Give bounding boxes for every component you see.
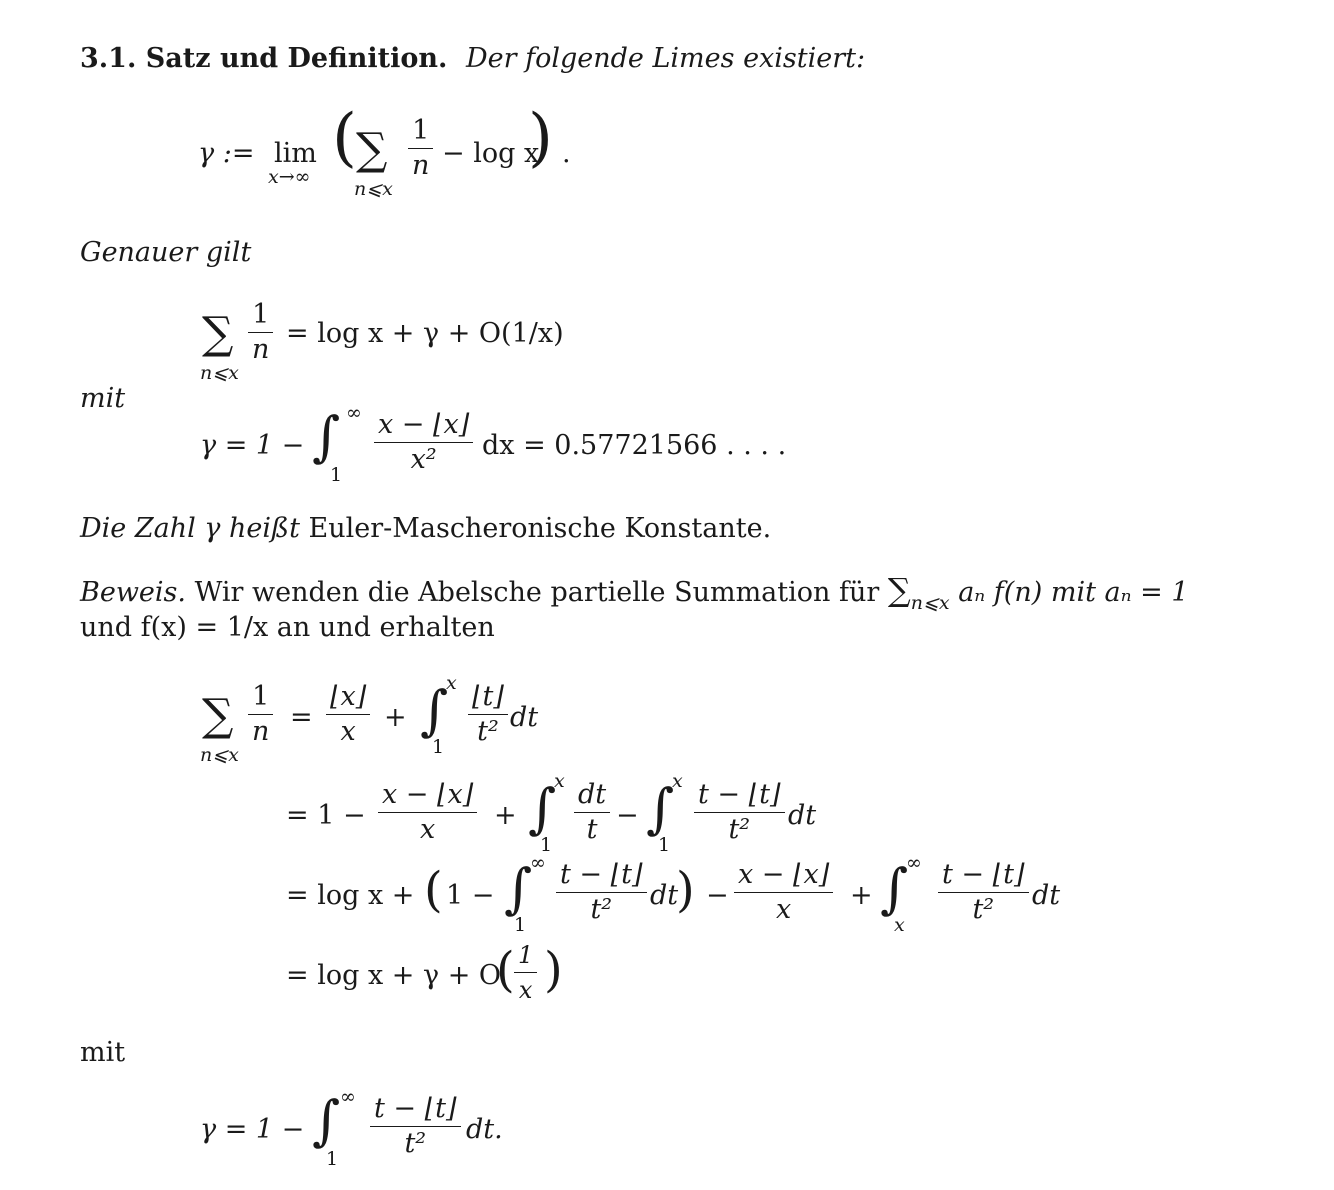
eq5-fraction	[366, 1092, 465, 1161]
row3-f1-den: t²	[590, 894, 613, 925]
row1-fraction-1	[244, 680, 277, 749]
row3-dt-2: dt	[1032, 880, 1061, 911]
row3-start: = log x +	[286, 880, 415, 911]
row4-start: = log x + γ + O	[286, 960, 502, 991]
row2-f3-num: t − ⌊t⌋	[694, 778, 785, 813]
eq3-lhs: γ = 1 −	[200, 430, 305, 461]
row3-fraction-2	[730, 858, 837, 927]
row2-integral-1: ∫	[528, 777, 557, 840]
row1-f3-num: ⌊t⌋	[468, 680, 508, 715]
row3-fraction-1	[552, 858, 651, 927]
eq3-frac-num: x − ⌊x⌋	[374, 408, 473, 443]
row2-fraction-3	[690, 778, 789, 847]
genauer-line: Genauer gilt	[80, 237, 252, 268]
proof-sum-sign: ∑	[887, 571, 911, 609]
eq5-int-upper: ∞	[340, 1086, 356, 1108]
row3-one-minus: 1 −	[446, 880, 495, 911]
row1-fraction-2	[322, 680, 374, 749]
definition-term: Euler-Mascheronische Konstante.	[308, 513, 772, 544]
row4-left-paren: (	[496, 942, 515, 998]
mit-line-2: mit	[80, 1037, 126, 1068]
row3-plus: +	[850, 880, 873, 911]
proof-label: Beweis.	[80, 577, 186, 608]
row1-plus: +	[384, 702, 407, 733]
eq3-fraction	[370, 408, 477, 477]
eq1-left-paren: (	[332, 101, 357, 175]
row1-fraction-3	[464, 680, 512, 749]
eq1-rest: − log x	[442, 138, 540, 169]
proof-line-2: und f(x) = 1/x an und erhalten	[80, 612, 495, 643]
row2-int2-upper: x	[672, 770, 683, 792]
eq2-rhs: = log x + γ + O(1/x)	[286, 318, 564, 349]
eq5-integral-sign: ∫	[312, 1089, 341, 1152]
row3-integral-2: ∫	[880, 857, 909, 920]
row3-f3-num: t − ⌊t⌋	[938, 858, 1029, 893]
eq3-int-lower: 1	[330, 464, 343, 486]
row2-int1-lower: 1	[540, 834, 553, 856]
row4-right-paren: )	[544, 942, 563, 998]
row1-integral-sign: ∫	[420, 679, 449, 742]
row3-minus: −	[706, 880, 729, 911]
eq1-frac-den: n	[412, 150, 430, 181]
row2-f1-num: x − ⌊x⌋	[378, 778, 477, 813]
eq1-lim: lim	[274, 138, 317, 169]
row3-int1-upper: ∞	[530, 852, 546, 874]
row2-fraction-2	[570, 778, 614, 847]
eq2-frac-den: n	[252, 334, 270, 365]
row3-dt-1: dt	[650, 880, 679, 911]
eq5-int-lower: 1	[326, 1148, 339, 1170]
row2-integral-2: ∫	[646, 777, 675, 840]
row1-int-lower: 1	[432, 736, 445, 758]
eq1-sum-sign: ∑	[356, 124, 388, 175]
definition-line	[80, 510, 771, 548]
row2-int2-lower: 1	[658, 834, 671, 856]
eq1-fraction	[404, 114, 437, 183]
mit-line-1: mit	[80, 383, 126, 414]
row1-equals: =	[290, 702, 313, 733]
eq1-end: .	[562, 138, 571, 169]
row2-start: = 1 −	[286, 800, 366, 831]
eq1-lhs: γ :=	[198, 138, 255, 169]
eq3-integral-sign: ∫	[312, 405, 341, 468]
row2-int1-upper: x	[554, 770, 565, 792]
row2-minus: −	[616, 800, 639, 831]
row3-right-paren: )	[676, 862, 695, 918]
eq3-rhs: dx = 0.57721566 . . . .	[482, 430, 787, 461]
proof-text-1-rest: aₙ f(n) mit aₙ = 1	[958, 577, 1189, 608]
eq1-frac-num: 1	[408, 114, 433, 149]
row3-int2-upper: ∞	[906, 852, 922, 874]
row1-sum-subscript: n⩽x	[200, 744, 239, 766]
row3-int1-lower: 1	[514, 914, 527, 936]
row1-f2-den: x	[340, 716, 356, 747]
row1-f1-num: 1	[248, 680, 273, 715]
definition-part1: Die Zahl γ heißt	[80, 513, 300, 544]
eq3-frac-den: x²	[410, 444, 437, 475]
row3-f2-den: x	[776, 894, 792, 925]
row3-integral-1: ∫	[504, 857, 533, 920]
eq5-rhs: dt.	[466, 1114, 503, 1145]
row1-int-upper: x	[446, 672, 457, 694]
row1-f3-den: t²	[477, 716, 499, 747]
eq2-frac-num: 1	[248, 298, 273, 333]
row4-fraction	[510, 938, 541, 1007]
row3-f3-den: t²	[972, 894, 995, 925]
row2-f2-den: t	[586, 814, 598, 845]
row2-f2-num: dt	[574, 778, 610, 813]
eq2-fraction	[244, 298, 277, 367]
theorem-line	[80, 40, 865, 78]
theorem-statement: Der folgende Limes existiert:	[465, 43, 866, 74]
row2-plus: +	[494, 800, 517, 831]
eq5-lhs: γ = 1 −	[200, 1114, 305, 1145]
row3-int2-lower: x	[894, 914, 905, 936]
row3-f1-num: t − ⌊t⌋	[556, 858, 647, 893]
row4-f-den: x	[518, 976, 533, 1004]
row3-left-paren: (	[424, 862, 443, 918]
eq1-right-paren: )	[528, 101, 553, 175]
theorem-heading: 3.1. Satz und Definition.	[80, 43, 448, 74]
row2-dt: dt	[788, 800, 817, 831]
row1-f2-num: ⌊x⌋	[326, 680, 370, 715]
row2-f3-den: t²	[728, 814, 751, 845]
eq5-frac-den: t²	[404, 1128, 427, 1159]
eq5-frac-num: t − ⌊t⌋	[370, 1092, 461, 1127]
eq1-lim-subscript: x→∞	[268, 166, 311, 188]
row3-fraction-3	[934, 858, 1033, 927]
eq2-sum-subscript: n⩽x	[200, 362, 239, 384]
row4-f-num: 1	[514, 938, 537, 973]
row2-fraction-1	[374, 778, 481, 847]
eq2-sum-sign: ∑	[202, 308, 234, 359]
eq3-int-upper: ∞	[346, 402, 362, 424]
row3-f2-num: x − ⌊x⌋	[734, 858, 833, 893]
proof-sum-subscript: n⩽x	[910, 592, 950, 614]
proof-text-1: Wir wenden die Abelsche partielle Summation für	[194, 577, 880, 608]
row2-f1-den: x	[420, 814, 436, 845]
row1-sum-sign: ∑	[202, 690, 234, 741]
row1-dt: dt	[510, 702, 539, 733]
eq1-sum-subscript: n⩽x	[354, 178, 393, 200]
row1-f1-den: n	[252, 716, 270, 747]
